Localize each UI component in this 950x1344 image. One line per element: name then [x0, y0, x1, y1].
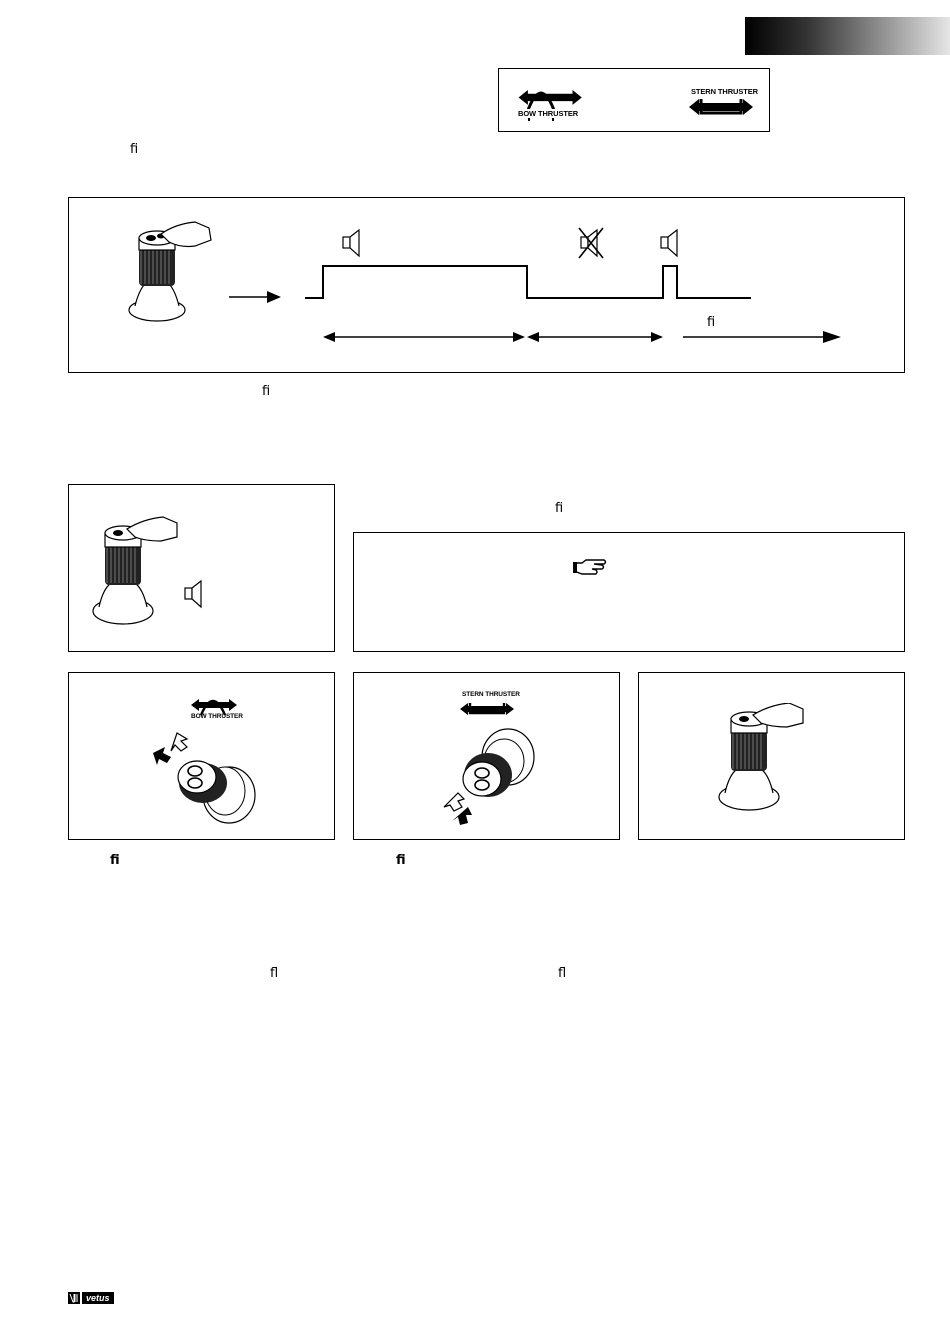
signal-trace [299, 258, 759, 304]
section-tab [745, 17, 950, 55]
glyph-fi: ﬁ [110, 853, 120, 868]
press-button-panel [68, 484, 335, 652]
speaker-muted-icon [577, 226, 607, 260]
push-button-pressed-icon [715, 703, 807, 815]
glyph-fi: ﬁ [130, 142, 139, 157]
pointing-hand-icon [572, 557, 608, 577]
glyph-fl: ﬂ [558, 966, 567, 981]
vetus-wordmark: vetus [82, 1292, 114, 1304]
glyph-fi: ﬁ [555, 501, 564, 516]
bow-rotate-panel [68, 672, 335, 840]
input-arrow [227, 290, 283, 304]
speaker-icon [183, 579, 205, 609]
knob-rotate-right-icon [432, 727, 542, 831]
thruster-label-box [498, 68, 770, 132]
stern-thruster-label: STERN THRUSTER [691, 87, 758, 96]
knob-rotate-left-icon [147, 729, 257, 829]
note-box [353, 532, 905, 652]
vetus-mark-icon [68, 1292, 80, 1304]
timing-diagram-panel [68, 197, 905, 373]
bow-thruster-label: BOW THRUSTER [518, 109, 579, 118]
speaker-icon [659, 228, 681, 258]
stern-thruster-label: STERN THRUSTER [462, 691, 520, 698]
speaker-icon [341, 228, 363, 258]
vetus-logo [68, 1292, 114, 1304]
glyph-fi: ﬁ [396, 853, 406, 868]
bow-thruster-label: BOW THRUSTER [191, 713, 243, 720]
duration-arrows [319, 328, 849, 346]
stern-rotate-panel [353, 672, 620, 840]
glyph-fi: ﬁ [262, 384, 271, 399]
glyph-fi: ﬁ [707, 315, 716, 330]
stern-thruster-symbol-icon [460, 697, 516, 719]
press-button-panel [638, 672, 905, 840]
push-button-pressed-icon [91, 513, 181, 629]
push-button-pressed-icon [125, 220, 215, 326]
glyph-fl: ﬂ [270, 966, 279, 981]
